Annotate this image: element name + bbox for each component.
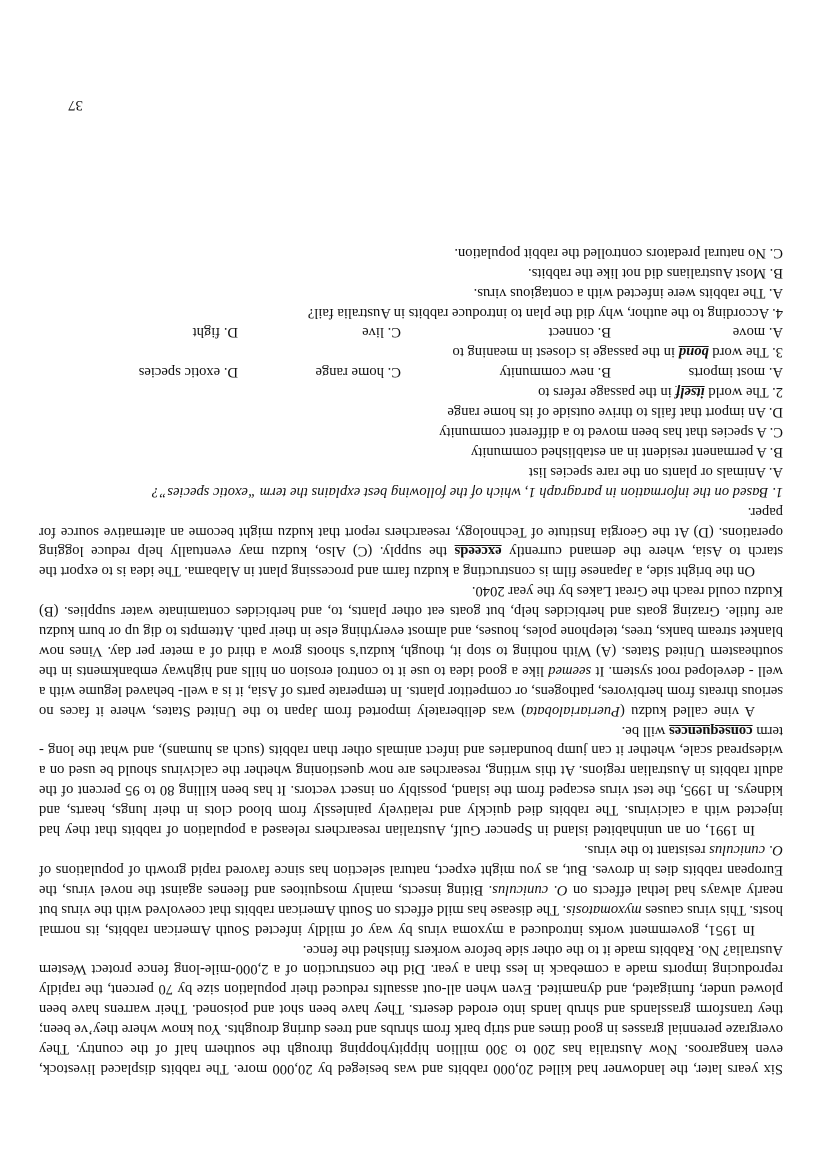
text-run: 3. The word [708, 344, 783, 361]
paragraph-4 [39, 580, 783, 719]
text-run: in the passage is closest in meaning to [452, 344, 679, 361]
question-1-stem: 1. Based on the information in paragraph 1, which of the following best explains the term “exotic species”? [151, 483, 783, 500]
answer-option: C. home range [315, 364, 401, 381]
answer-option: C. A species that has been moved to a different community [439, 424, 783, 440]
page-number: 37 [68, 97, 83, 113]
highlighted-word: itself [675, 384, 705, 401]
answer-option: B. new community [499, 364, 611, 381]
question-stem [39, 381, 783, 401]
question-stem [39, 481, 783, 501]
answer-option: D. fight [192, 324, 238, 341]
text-run: resistant to the virus. [583, 842, 710, 859]
answer-option: A. The rabbits were infected with a contagious virus. [473, 284, 783, 301]
answer-option: C. live [362, 324, 401, 341]
italic-term: Pueriarialobata [525, 702, 620, 719]
answer-option: D. An import that fails to thrive outside of its home range [447, 404, 783, 421]
text-run: On the bright side, a Japanese film is constructing a kudzu farm and processing plant in Alabama. The idea is to export the starch to Asia, where the demand currently [39, 543, 783, 580]
answer-option: B. connect [548, 324, 611, 341]
text-run: In 1951, government works introduced a myxoma virus by way of mildly infected South American rabbits, its normal hosts. This virus causes [39, 901, 783, 938]
italic-term: O. cuniculus [709, 842, 783, 859]
paragraph-1: Six years later, the landowner had killed 20,000 rabbits and was besieged by 20,000 more. The rabbits displaced livestock, even kangaroos. Now Australia has 200 to 300 million hippityhopping through the southern half of the country. They overgraze perennial grasses in good times and strip bark from shrubs and trees during droughts. You know where they’ve been; they transform grasslands and shrub lands into eroded deserts. They have been shot and poisoned. Their warrens have been plowed under, fumigated, and dynamited. Even when all-out assaults reduced their population size by 70 percent, the rapidly reproducing imports made a comeback in less than a year. Did the construction of a 2,000-mile-long fence protect Western Australia? No. Rabbits made it to the other side before workers finished the fence. [39, 941, 783, 1077]
text-run: will be. [621, 722, 670, 739]
text-run: in the passage refers to [538, 384, 676, 401]
text-run: . The disease has mild effects on South American rabbits that coevolved with the virus but nearly always had lethal effects on [38, 881, 783, 918]
highlighted-word: consequences [669, 722, 753, 739]
answer-option: A. most imports [688, 364, 783, 381]
text-run: 2. The world [704, 384, 783, 401]
answer-option: D. exotic species [138, 364, 238, 381]
paragraph-3 [39, 720, 783, 839]
answer-option: A. move [732, 324, 783, 341]
question-3 [39, 322, 783, 362]
answer-option: A. Animals or plants on the rare species list [528, 463, 783, 480]
text-run: . Biting insects, mainly mosquitoes and fleenes against the novel virus, the European rabbits dies in droves. But, as you might expect, natural selection has since favored rapid growth of populations of [39, 861, 783, 898]
highlighted-word: exceeds [454, 543, 502, 560]
paragraph-5 [39, 501, 783, 581]
answer-options-row [39, 361, 783, 381]
text-run: ) was deliberately imported from Japan to the United States, where it faces no serious threats from herbivores, pathogens, or competitor plants. In temperate parts of Asia, it is a well- behaved legume with a well - developed root system. It [39, 662, 783, 719]
text-run: the supply. (C) Also, kudzu may eventually help reduce logging operations. (D) At the Georgia Institute of Technology, researchers report that kudzu might become an alternative source for paper. [39, 503, 783, 560]
question-4 [39, 242, 783, 322]
italic-term: O. cuniculus [492, 881, 568, 898]
italic-term: myxomatosis [566, 901, 642, 918]
answer-option: B. Most Australians did not like the rabbits. [528, 264, 783, 281]
answer-option: C. No natural predators controlled the rabbit population. [454, 244, 783, 261]
italic-term: seemed [548, 662, 592, 679]
answer-option: B. A permanent resident in an established community [470, 443, 783, 460]
highlighted-word: bond [678, 344, 709, 361]
answer-options-row [39, 322, 783, 342]
document-body [39, 242, 783, 1078]
question-stem: 4. According to the author, why did the plan to introduce rabbits in Australia fail? [307, 304, 783, 321]
text-run: In 1991, on an uninhabited island in Spencer Gulf, Australian researchers released a population of rabbits that they had injected with a calcivirus. The rabbits died quickly and relatively painlessly from blood clots in their lungs, hearts, and kidneys. In 1995, the test virus escaped from the island, possibly on insect vectors. It has been killing 80 to 95 percent of the adult rabbits in Australian regions. At this writing, researches are now questioning whether the calcivirus should be used on a widespread scale, whether it can jump boundaries and infect animals other than rabbits (such as humans), and what the long - term [39, 722, 783, 839]
text-run: A vine called kudzu ( [620, 702, 755, 719]
text-run: like a good idea to use it to control erosion on hills and highway embankments in the southeastern United States. (A) With nothing to stop it, though, kudzu’s shoots grow a third of a meter per day. Vines now blanket stream banks, trees, telephone poles, houses, and almost everything else in their path. Attempts to dig up or burn kudzu are futile. Grazing goats and herbicides help, but goats eat other plants, to, and herbicides contaminate water supplies. (B) Kudzu could reach the Great Lakes by the year 2040. [39, 583, 783, 679]
question-stem [39, 341, 783, 361]
question-2 [39, 361, 783, 401]
paragraph-2 [39, 839, 783, 939]
question-1 [39, 401, 783, 501]
